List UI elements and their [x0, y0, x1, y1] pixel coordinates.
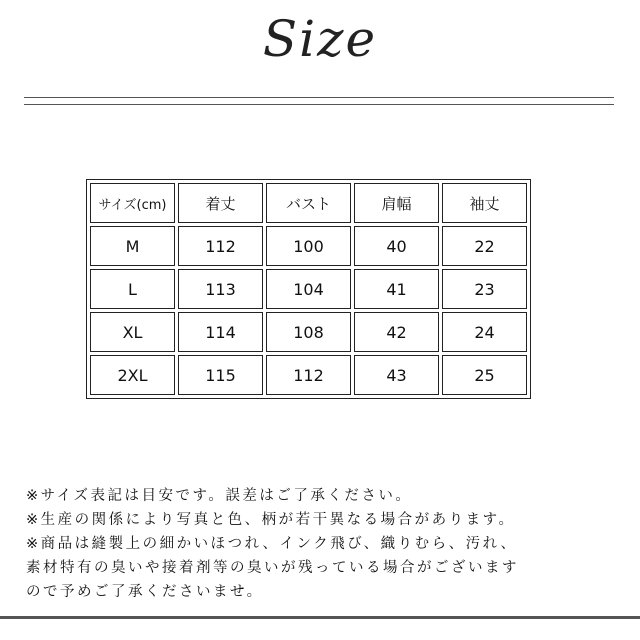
- size-table: [86, 179, 531, 399]
- table-cell: 22: [442, 226, 527, 266]
- title-divider-bottom: [24, 104, 614, 105]
- table-cell: 42: [354, 312, 439, 352]
- table-row: [90, 355, 527, 395]
- table-cell: 100: [266, 226, 351, 266]
- table-row: [90, 312, 527, 352]
- header-sleeve: 袖丈: [442, 183, 527, 223]
- table-cell: 113: [178, 269, 263, 309]
- header-shoulder: 肩幅: [354, 183, 439, 223]
- table-cell: 43: [354, 355, 439, 395]
- table-cell: 40: [354, 226, 439, 266]
- table-row: [90, 226, 527, 266]
- table-cell: 41: [354, 269, 439, 309]
- notes-block: [26, 484, 626, 604]
- table-cell: 23: [442, 269, 527, 309]
- table-cell: 114: [178, 312, 263, 352]
- table-header-row: [90, 183, 527, 223]
- header-length: 着丈: [178, 183, 263, 223]
- table-cell: 108: [266, 312, 351, 352]
- header-bust: バスト: [266, 183, 351, 223]
- size-title: Size: [262, 10, 378, 68]
- header-size: サイズ(cm): [90, 183, 175, 223]
- note-line: ので予めご了承くださいませ。: [26, 584, 264, 600]
- table-row: [90, 269, 527, 309]
- table-cell: 25: [442, 355, 527, 395]
- note-line: ※生産の関係により写真と色、柄が若干異なる場合があります。: [26, 512, 516, 528]
- title-divider-top: [24, 97, 614, 98]
- table-cell: XL: [90, 312, 175, 352]
- table-cell: 112: [266, 355, 351, 395]
- note-line: ※サイズ表記は目安です。誤差はご了承ください。: [26, 488, 413, 504]
- bottom-divider: [0, 616, 640, 619]
- table-cell: 115: [178, 355, 263, 395]
- note-line: ※商品は縫製上の細かいほつれ、インク飛び、織りむら、汚れ、: [26, 536, 518, 552]
- table-cell: 24: [442, 312, 527, 352]
- note-line: 素材特有の臭いや接着剤等の臭いが残っている場合がございます: [26, 560, 519, 576]
- table-cell: M: [90, 226, 175, 266]
- table-cell: 112: [178, 226, 263, 266]
- table-cell: 104: [266, 269, 351, 309]
- table-cell: 2XL: [90, 355, 175, 395]
- table-cell: L: [90, 269, 175, 309]
